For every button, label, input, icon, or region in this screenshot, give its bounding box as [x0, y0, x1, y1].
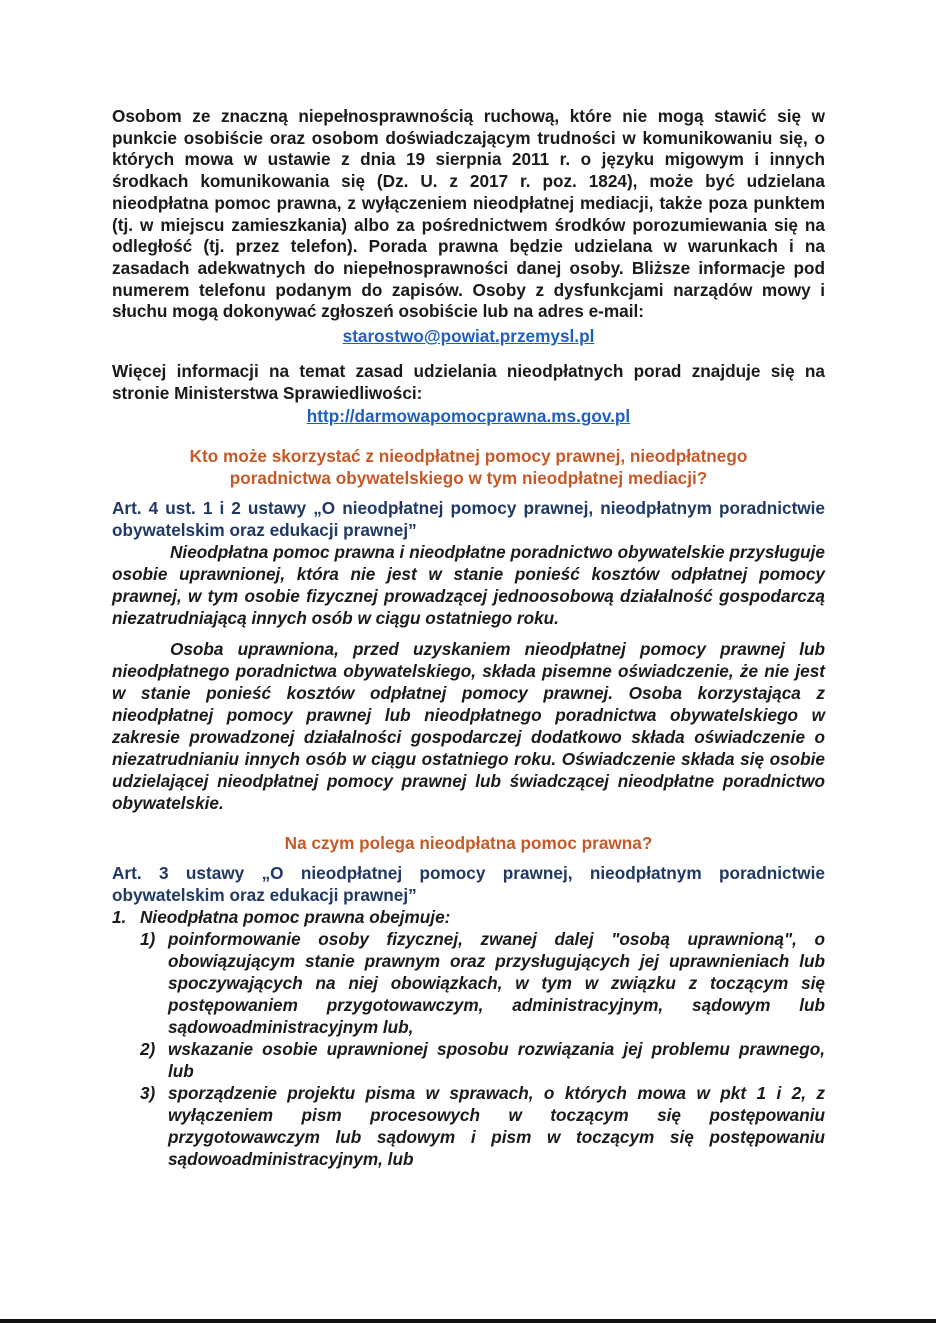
list-item — [112, 1038, 825, 1082]
list-item — [112, 1082, 825, 1170]
document-page — [112, 106, 825, 1170]
section-heading-continued: poradnictwa obywatelskiego w tym nieodpłatnej mediacji? — [229, 468, 708, 489]
email-line — [112, 325, 825, 347]
list-item-number: 1) — [140, 929, 156, 950]
list-item-number: 2) — [140, 1039, 156, 1060]
article-quote-paragraph: Nieodpłatna pomoc prawna i nieodpłatne poradnictwo obywatelskie przysługuje osobie uprawnionej, która nie jest w stanie ponieść kosztów odpłatnej pomocy prawnej, w tym osobie fizycznej prowadzącej jednoosobową działalność gospodarczą niezatrudniającą innych osób w ciągu ostatniego roku. — [112, 542, 825, 629]
ministry-link[interactable]: http://darmowapomocprawna.ms.gov.pl — [306, 406, 631, 427]
section-heading: Kto może skorzystać z nieodpłatnej pomocy prawnej, nieodpłatnego — [189, 446, 748, 467]
ministry-link-line — [112, 405, 825, 427]
list-item — [112, 906, 825, 1170]
page-bottom-border — [0, 1319, 936, 1323]
sub-provisions-list — [112, 928, 825, 1170]
article-quote-paragraph: Osoba uprawniona, przed uzyskaniem nieodpłatnej pomocy prawnej lub nieodpłatnego poradnictwa obywatelskiego, składa pisemne oświadczenie, że nie jest w stanie ponieść kosztów odpłatnej pomocy prawnej. Osoba korzystająca z nieodpłatnej pomocy prawnej lub nieodpłatnego poradnictwa obywatelskiego w zakresie prowadzonej działalności gospodarczej dodatkowo składa oświadczenie o niezatrudnianiu innych osób w ciągu ostatniego roku. Oświadczenie składa się osobie udzielającej nieodpłatnej pomocy prawnej lub świadczącej nieodpłatne poradnictwo obywatelskie. — [112, 639, 825, 814]
provisions-list — [112, 906, 825, 1170]
more-info-paragraph: Więcej informacji na temat zasad udzielania nieodpłatnych porad znajduje się na stronie Ministerstwa Sprawiedliwości: — [112, 361, 825, 403]
list-item-number: 3) — [140, 1083, 156, 1104]
email-link[interactable]: starostwo@powiat.przemysl.pl — [342, 326, 595, 347]
article-reference: Art. 4 ust. 1 i 2 ustawy „O nieodpłatnej pomocy prawnej, nieodpłatnym poradnictwie obywatelskim oraz edukacji prawnej” — [112, 498, 825, 540]
article-reference: Art. 3 ustawy „O nieodpłatnej pomocy prawnej, nieodpłatnym poradnictwie obywatelskim oraz edukacji prawnej” — [112, 863, 825, 905]
section-scope — [112, 832, 825, 1170]
section-eligibility — [112, 445, 825, 814]
list-item-text: sporządzenie projektu pisma w sprawach, o których mowa w pkt 1 i 2, z wyłączeniem pism procesowych w toczącym się postępowaniu przygotowawczym lub sądowym i pism w toczącym się postępowaniu sądowoadministracyjnym, lub — [168, 1083, 825, 1170]
list-item-number: 1. — [112, 907, 127, 928]
intro-paragraph: Osobom ze znaczną niepełnosprawnością ruchową, które nie mogą stawić się w punkcie osobiście oraz osobom doświadczającym trudności w komunikowaniu się, o których mowa w ustawie z dnia 19 sierpnia 2011 r. o języku migowym i innych środkach komunikowania się (Dz. U. z 2017 r. poz. 1824), może być udzielana nieodpłatna pomoc prawna, z wyłączeniem nieodpłatnej mediacji, także poza punktem (tj. w miejscu zamieszkania) albo za pośrednictwem środków porozumiewania się na odległość (tj. przez telefon). Porada prawna będzie udzielana w warunkach i na zasadach adekwatnych do niepełnosprawności danej osoby. Bliższe informacje pod numerem telefonu podanym do zapisów. Osoby z dysfunkcjami narządów mowy i słuchu mogą dokonywać zgłoszeń osobiście lub na adres e-mail: — [112, 106, 825, 322]
list-item-text: poinformowanie osoby fizycznej, zwanej dalej "osobą uprawnioną", o obowiązującym stanie prawnym oraz przysługujących jej uprawnieniach lub spoczywających na niej obowiązkach, w tym w związku z toczącym się postępowaniem przygotowawczym, administracyjnym, sądowym lub sądowoadministracyjnym lub, — [168, 929, 825, 1038]
section-heading: Na czym polega nieodpłatna pomoc prawna? — [284, 833, 653, 854]
list-item-text: wskazanie osobie uprawnionej sposobu rozwiązania jej problemu prawnego, lub — [168, 1039, 825, 1082]
list-item — [112, 928, 825, 1038]
list-item-text: Nieodpłatna pomoc prawna obejmuje: — [140, 907, 451, 928]
